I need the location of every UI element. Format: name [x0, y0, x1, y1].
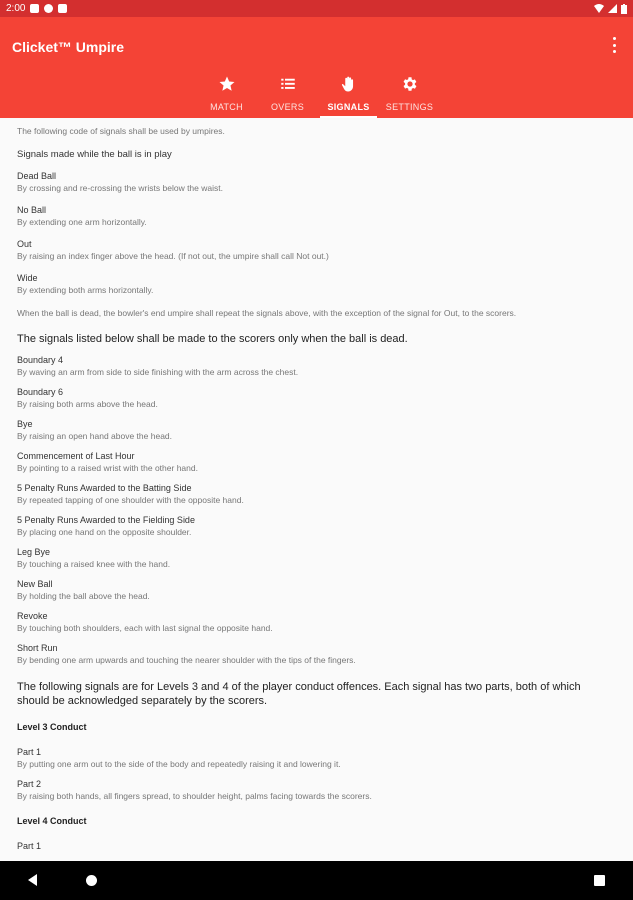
- signal-desc: By touching both shoulders, each with last signal the opposite hand.: [17, 623, 273, 633]
- signal-desc: By pointing to a raised wrist with the other hand.: [17, 463, 198, 473]
- signal-name: Part 1: [17, 841, 42, 851]
- signal-item: [17, 272, 616, 296]
- tab-label: OVERS: [270, 102, 304, 112]
- gear-icon: [401, 75, 419, 93]
- star-icon: [218, 75, 236, 93]
- signal-name: Part 1: [17, 747, 42, 757]
- signal-name: Boundary 6: [17, 387, 64, 397]
- clock: 2:00: [6, 3, 26, 14]
- tab-overs[interactable]: [257, 73, 318, 118]
- app-title: Clicket™ Umpire: [12, 39, 125, 55]
- intro-text: The following code of signals shall be used by umpires.: [17, 126, 225, 136]
- signal-name: Short Run: [17, 643, 58, 653]
- signal-name: New Ball: [17, 579, 53, 589]
- list-icon: [279, 75, 297, 93]
- hand-icon: [340, 75, 358, 93]
- notification-icon: [30, 4, 39, 13]
- signal-item: [17, 546, 616, 570]
- battery-icon: [621, 4, 627, 14]
- signal-desc: By crossing and re-crossing the wrists below the waist.: [17, 183, 223, 193]
- tab-label: MATCH: [210, 102, 243, 112]
- level3-heading: Level 3 Conduct: [17, 722, 87, 732]
- recents-icon[interactable]: [594, 875, 605, 886]
- signal-item: [17, 238, 616, 262]
- signal-item: [17, 170, 616, 194]
- dead-ball-note: When the ball is dead, the bowler's end umpire shall repeat the signals above, with the exception of the signal for Out, to the scorers.: [17, 308, 517, 318]
- signal-icon: [608, 4, 617, 13]
- wifi-icon: [594, 4, 604, 13]
- signals-content[interactable]: [0, 118, 633, 861]
- signal-desc: By placing one hand on the opposite shoulder.: [17, 527, 192, 537]
- signal-name: Leg Bye: [17, 547, 51, 557]
- signal-desc: By extending both arms horizontally.: [17, 285, 154, 295]
- status-bar: [0, 0, 633, 17]
- app-bar: [0, 17, 633, 118]
- signal-name: 5 Penalty Runs Awarded to the Fielding Side: [17, 515, 195, 525]
- signal-name: Wide: [17, 273, 38, 283]
- tab-label: SIGNALS: [327, 102, 370, 112]
- signal-name: Out: [17, 239, 32, 249]
- signal-item: [17, 418, 616, 442]
- signal-name: Commencement of Last Hour: [17, 451, 135, 461]
- tab-bar: [196, 73, 440, 118]
- signal-desc: By raising both hands, all fingers spread, to shoulder height, palms facing towards the scorers.: [17, 791, 372, 801]
- signal-desc: By extending one arm horizontally.: [17, 217, 147, 227]
- back-icon[interactable]: [28, 874, 37, 886]
- signal-name: Bye: [17, 419, 33, 429]
- signal-desc: By repeated tapping of one shoulder with the opposite hand.: [17, 495, 244, 505]
- signal-item: [17, 450, 616, 474]
- signal-item: [17, 610, 616, 634]
- signal-desc: By putting one arm out to the side of the body and repeatedly raising it and lowering it.: [17, 759, 341, 769]
- dead-ball-heading: The signals listed below shall be made to the scorers only when the ball is dead.: [17, 333, 408, 345]
- signal-item: [17, 386, 616, 410]
- signal-item: [17, 746, 616, 770]
- signal-desc: By holding the ball above the head.: [17, 591, 150, 601]
- signal-item: [17, 354, 616, 378]
- signal-desc: By raising an index finger above the head. (If not out, the umpire shall call Not out.): [17, 251, 329, 261]
- signal-item: [17, 840, 616, 852]
- overflow-menu-icon[interactable]: [613, 37, 617, 53]
- tab-signals[interactable]: [318, 73, 379, 118]
- app-notification-icon: [44, 4, 53, 13]
- signal-item: [17, 204, 616, 228]
- signal-desc: By touching a raised knee with the hand.: [17, 559, 171, 569]
- signal-name: 5 Penalty Runs Awarded to the Batting Side: [17, 483, 192, 493]
- storage-icon: [58, 4, 67, 13]
- signal-item: [17, 482, 616, 506]
- tab-match[interactable]: [196, 73, 257, 118]
- signal-name: Revoke: [17, 611, 48, 621]
- home-icon[interactable]: [86, 875, 97, 886]
- signal-name: No Ball: [17, 205, 47, 215]
- tab-label: SETTINGS: [385, 102, 434, 112]
- level4-heading: Level 4 Conduct: [17, 816, 87, 826]
- system-nav-bar: [0, 861, 633, 900]
- signal-name: Part 2: [17, 779, 42, 789]
- signal-desc: By raising an open hand above the head.: [17, 431, 173, 441]
- signal-item: [17, 778, 616, 802]
- in-play-heading: Signals made while the ball is in play: [17, 149, 172, 160]
- signal-name: Dead Ball: [17, 171, 57, 181]
- tab-settings[interactable]: [379, 73, 440, 118]
- conduct-heading: The following signals are for Levels 3 and 4 of the player conduct offences. Each signal has two parts, both of which should be acknowledged separately by the scorers.: [17, 681, 581, 707]
- signal-item: [17, 578, 616, 602]
- signal-desc: By raising both arms above the head.: [17, 399, 158, 409]
- signal-item: [17, 514, 616, 538]
- signal-desc: By bending one arm upwards and touching the nearer shoulder with the tips of the fingers.: [17, 655, 356, 665]
- signal-name: Boundary 4: [17, 355, 64, 365]
- signal-desc: By waving an arm from side to side finishing with the arm across the chest.: [17, 367, 299, 377]
- signal-item: [17, 642, 616, 666]
